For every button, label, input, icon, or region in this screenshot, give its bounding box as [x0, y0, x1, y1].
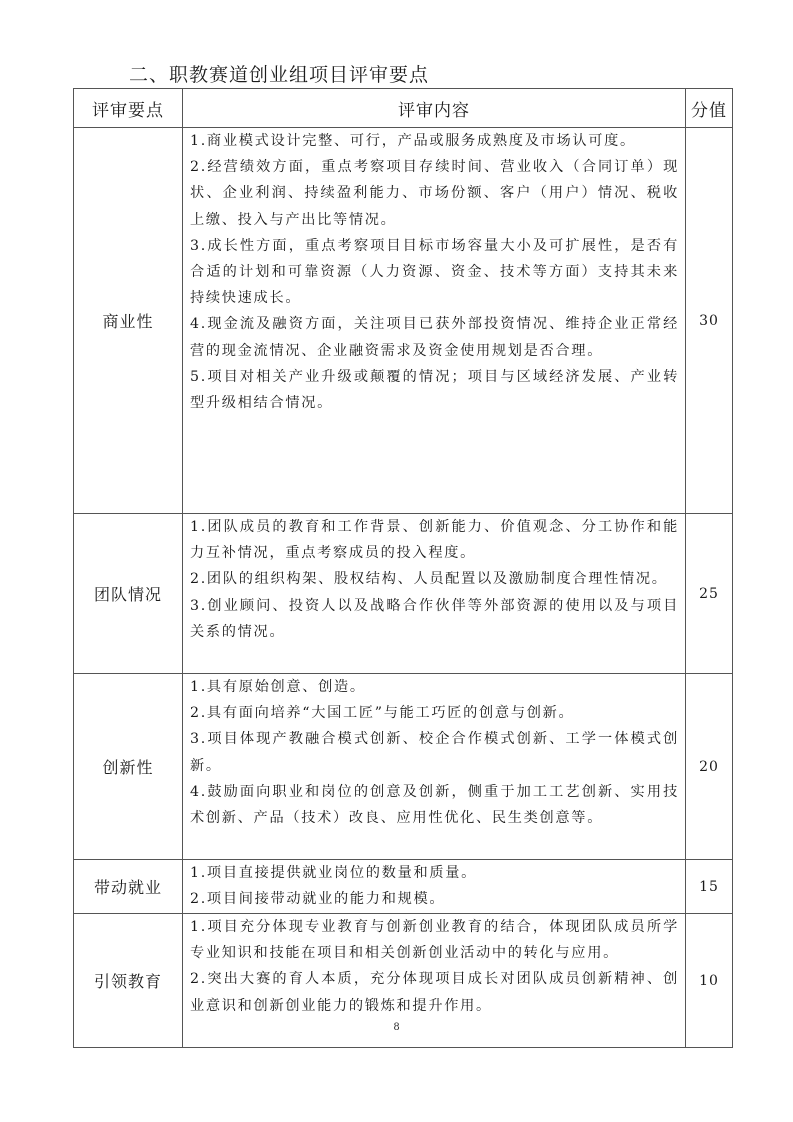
criterion-name: 商业性 — [74, 128, 183, 514]
table-row — [74, 514, 733, 674]
criterion-item: 2.经营绩效方面，重点考察项目存续时间、营业收入（合同订单）现状、企业利润、持续盈利能力、市场份额、客户（用户）情况、税收上缴、投入与产出比等情况。 — [190, 159, 679, 228]
criterion-item: 4.现金流及融资方面，关注项目已获外部投资情况、维持企业正常经营的现金流情况、企业融资需求及资金使用规划是否合理。 — [190, 316, 679, 359]
criterion-item: 4.鼓励面向职业和岗位的创意及创新，侧重于加工工艺创新、实用技术创新、产品（技术）改良、应用性优化、民生类创意等。 — [190, 783, 679, 827]
criterion-item: 2.项目间接带动就业的能力和规模。 — [190, 891, 446, 908]
criterion-name: 引领教育 — [74, 914, 183, 1048]
criterion-item: 1.商业模式设计完整、可行，产品或服务成熟度及市场认可度。 — [190, 133, 636, 149]
criterion-content — [183, 128, 686, 514]
criterion-score: 10 — [686, 914, 733, 1048]
table-header-row — [74, 89, 733, 128]
criterion-item: 2.突出大赛的育人本质，充分体现项目成长对团队成员创新精神、创业意识和创新创业能力的锻炼和提升作用。 — [190, 971, 679, 1014]
criterion-score: 15 — [686, 860, 733, 914]
criterion-item: 1.团队成员的教育和工作背景、创新能力、价值观念、分工协作和能力互补情况，重点考察成员的投入程度。 — [190, 519, 679, 562]
criterion-item: 2.具有面向培养“大国工匠”与能工巧匠的创意与创新。 — [190, 705, 575, 722]
page-number: 8 — [393, 1022, 400, 1033]
criterion-item: 1.项目充分体现专业教育与创新创业教育的结合，体现团队成员所学专业知识和技能在项目和相关创新创业活动中的转化与应用。 — [190, 919, 679, 962]
criterion-name: 创新性 — [74, 674, 183, 860]
criterion-score: 20 — [686, 674, 733, 860]
criterion-item: 5.项目对相关产业升级或颠覆的情况；项目与区域经济发展、产业转型升级相结合情况。 — [190, 368, 679, 412]
section-title: 二、职教赛道创业组项目评审要点 — [129, 64, 430, 86]
criterion-item: 3.成长性方面，重点考察项目目标市场容量大小及可扩展性，是否有合适的计划和可靠资源（人力资源、资金、技术等方面）支持其未来持续快速成长。 — [190, 237, 679, 307]
table-row — [74, 128, 733, 514]
criterion-content — [183, 674, 686, 860]
criterion-content — [183, 860, 686, 914]
criterion-content — [183, 514, 686, 674]
header-key: 评审要点 — [74, 89, 183, 128]
table-row — [74, 860, 733, 914]
criterion-name: 带动就业 — [74, 860, 183, 914]
criterion-item: 1.项目直接提供就业岗位的数量和质量。 — [190, 865, 478, 881]
criterion-item: 1.具有原始创意、创造。 — [190, 679, 366, 695]
criterion-score: 25 — [686, 514, 733, 674]
table-row — [74, 674, 733, 860]
criterion-score: 30 — [686, 128, 733, 514]
review-criteria-table — [73, 88, 733, 1048]
header-content: 评审内容 — [183, 89, 686, 128]
criterion-item: 3.项目体现产教融合模式创新、校企合作模式创新、工学一体模式创新。 — [190, 731, 679, 774]
header-score: 分值 — [686, 89, 733, 128]
criterion-name: 团队情况 — [74, 514, 183, 674]
criterion-item: 3.创业顾问、投资人以及战略合作伙伴等外部资源的使用以及与项目关系的情况。 — [190, 597, 679, 640]
criterion-item: 2.团队的组织构架、股权结构、人员配置以及激励制度合理性情况。 — [190, 571, 668, 588]
